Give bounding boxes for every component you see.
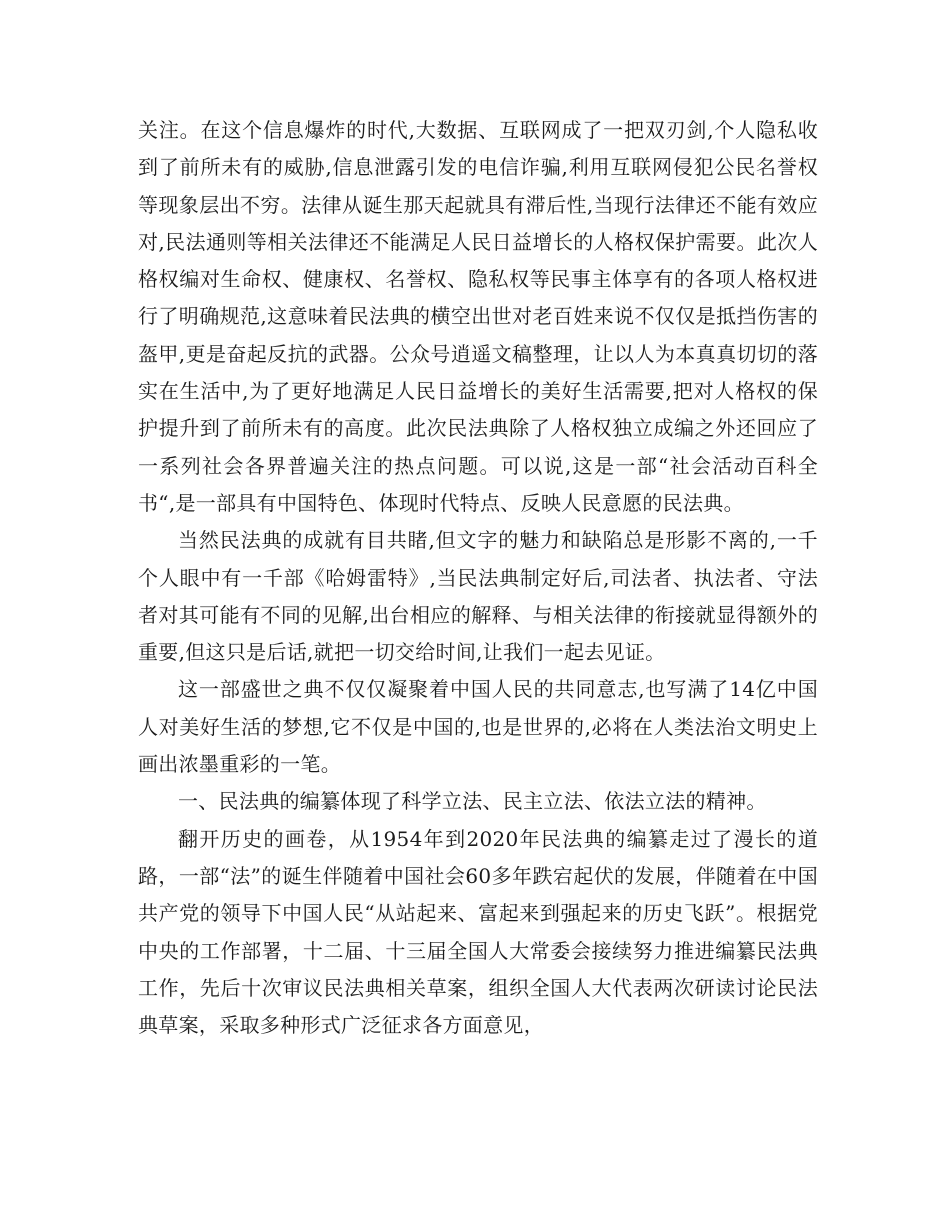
paragraph-2: 当然民法典的成就有目共睹,但文字的魅力和缺陷总是形影不离的,一千个人眼中有一千部《哈姆雷特》,当民法典制定好后,司法者、执法者、守法者对其可能有不同的见解,出台相应的解释、与相关法律的衔接就显得额外的重要,但这只是后话,就把一切交给时间,让我们一起去见证。	[138, 528, 818, 665]
section-heading: 一、民法典的编纂体现了科学立法、民主立法、依法立法的精神。	[178, 789, 767, 814]
paragraph-1: 关注。在这个信息爆炸的时代,大数据、互联网成了一把双刃剑,个人隐私收到了前所未有的威胁,信息泄露引发的电信诈骗,利用互联网侵犯公民名誉权等现象层出不穷。法律从诞生那天起就具有滞后性,当现行法律还不能有效应对,民法通则等相关法律还不能满足人民日益增长的人格权保护需要。此次人格权编对生命权、健康权、名誉权、隐私权等民事主体享有的各项人格权进行了明确规范,这意味着民法典的横空出世对老百姓来说不仅仅是抵挡伤害的盔甲,更是奋起反抗的武器。公众号逍遥文稿整理，让以人为本真真切切的落实在生活中,为了更好地满足人民日益增长的美好生活需要,把对人格权的保护提升到了前所未有的高度。此次民法典除了人格权独立成编之外还回应了一系列社会各界普遍关注的热点问题。可以说,这是一部“社会活动百科全书“,是一部具有中国特色、体现时代特点、反映人民意愿的民法典。	[138, 118, 818, 515]
paragraph-3: 这一部盛世之典不仅仅凝聚着中国人民的共同意志,也写满了14亿中国人对美好生活的梦想,它不仅是中国的,也是世界的,必将在人类法治文明史上画出浓墨重彩的一笔。	[138, 677, 818, 777]
paragraph-5: 翻开历史的画卷，从1954年到2020年民法典的编纂走过了漫长的道路，一部“法”的诞生伴随着中国社会60多年跌宕起伏的发展，伴随着在中国共产党的领导下中国人民“从站起来、富起来到强起来的历史飞跃”。根据党中央的工作部署，十二届、十三届全国人大常委会接续努力推进编纂民法典工作，先后十次审议民法典相关草案，组织全国人大代表两次研读讨论民法典草案，采取多种形式广泛征求各方面意见，	[138, 826, 818, 1038]
document-body	[138, 112, 818, 1044]
